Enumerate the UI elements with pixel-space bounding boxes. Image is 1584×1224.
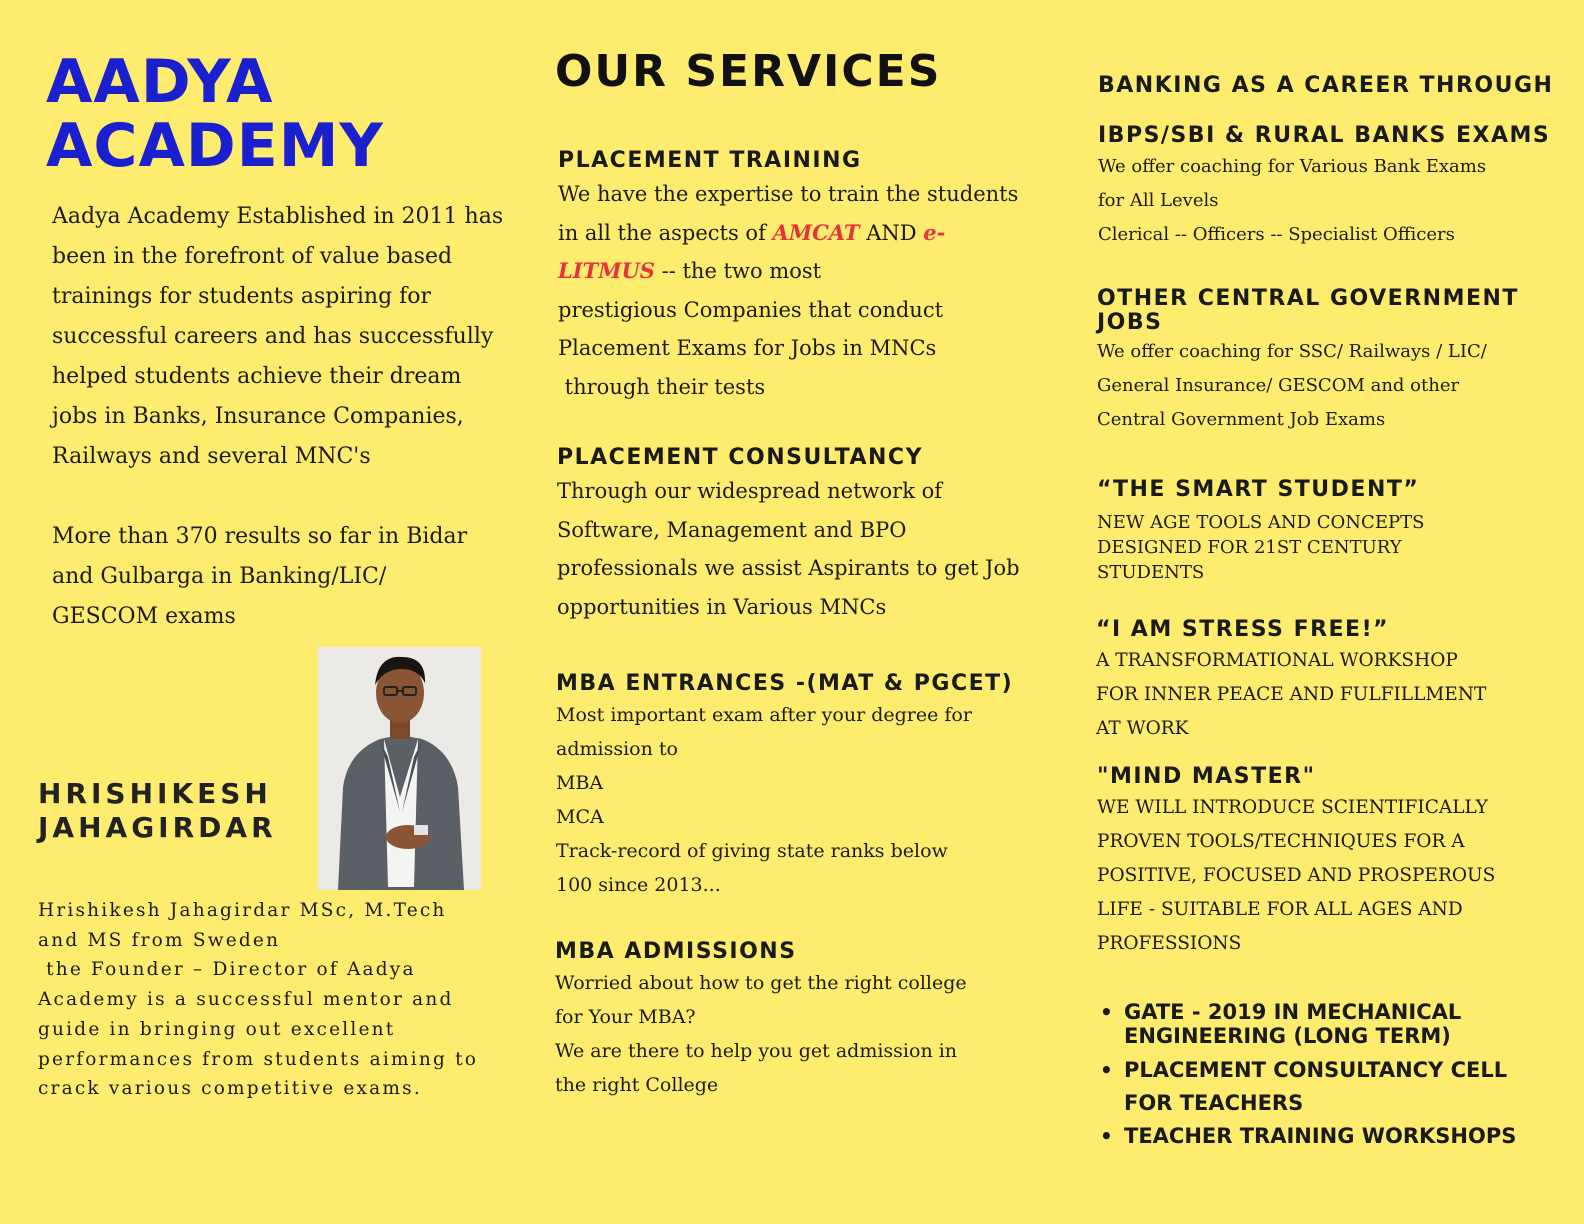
mba-admissions-section <box>555 938 1025 1102</box>
mba-admissions-heading: MBA ADMISSIONS <box>555 939 797 964</box>
about-paragraph <box>52 197 512 477</box>
mind-master-line: POSITIVE, FOCUSED AND PROSPEROUS <box>1097 865 1496 886</box>
founder-name <box>38 777 277 845</box>
about-line: Railways and several MNC's <box>52 444 371 469</box>
academy-title-line1: AADYA <box>46 47 274 117</box>
stress-free-line: AT WORK <box>1096 718 1189 739</box>
smart-student-line: NEW AGE TOOLS AND CONCEPTS <box>1097 512 1425 533</box>
mind-master-text <box>1097 791 1557 961</box>
founder-bio-line: guide in bringing out excellent <box>38 1018 396 1040</box>
about-line: helped students achieve their dream <box>52 364 462 389</box>
founder-bio-line: Hrishikesh Jahagirdar MSc, M.Tech <box>38 900 447 921</box>
stress-free-heading: “I AM STRESS FREE!” <box>1096 617 1390 642</box>
pc-line: Software, Management and BPO <box>557 517 907 542</box>
mba-admission-line: We are there to help you get admission in <box>555 1040 958 1062</box>
placement-consultancy-text <box>557 472 1027 626</box>
central-govt-line: We offer coaching for SSC/ Railways / LIC/ <box>1097 341 1487 362</box>
pt-line <box>558 252 1028 291</box>
mba-entrance-line: MBA <box>556 772 604 794</box>
about-line: been in the forefront of value based <box>52 244 453 269</box>
about-line: jobs in Banks, Insurance Companies, <box>52 404 464 429</box>
mba-entrance-line: Most important exam after your degree for <box>556 704 972 726</box>
smart-student-line: STUDENTS <box>1097 562 1205 583</box>
stress-free-line: A TRANSFORMATIONAL WORKSHOP <box>1096 650 1458 671</box>
central-govt-text <box>1097 335 1557 437</box>
results-line: and Gulbarga in Banking/LIC/ <box>52 564 387 589</box>
mba-admission-line: for Your MBA? <box>555 1006 696 1028</box>
founder-bio <box>38 896 508 1104</box>
stress-free-line: FOR INNER PEACE AND FULFILLMENT <box>1096 684 1487 705</box>
central-govt-line: Central Government Job Exams <box>1097 409 1386 430</box>
pt-line-pre: in all the aspects of <box>558 220 773 245</box>
mind-master-line: PROVEN TOOLS/TECHNIQUES FOR A <box>1097 831 1465 852</box>
placement-training-text <box>558 175 1028 407</box>
mba-entrances-heading: MBA ENTRANCES -(MAT & PGCET) <box>556 671 1014 696</box>
founder-photo-figure <box>318 647 481 890</box>
pt-line: through their tests <box>558 374 766 399</box>
smart-student-heading: “THE SMART STUDENT” <box>1097 477 1420 502</box>
mind-master-heading: "MIND MASTER" <box>1097 764 1316 789</box>
placement-training-heading: PLACEMENT TRAINING <box>558 148 862 173</box>
elitmus-highlight-part1: e- <box>923 219 946 245</box>
pt-line: prestigious Companies that conduct <box>558 297 944 322</box>
results-line: GESCOM exams <box>52 604 236 629</box>
results-line: More than 370 results so far in Bidar <box>52 524 468 549</box>
smart-student-section <box>1097 476 1557 585</box>
programs-bullet-list <box>1098 1000 1558 1153</box>
about-line: successful careers and has successfully <box>52 324 494 349</box>
bullet-item: • GATE - 2019 IN MECHANICAL ENGINEERING (LONG TERM) <box>1098 1000 1558 1048</box>
mba-entrance-line: admission to <box>556 738 678 760</box>
stress-free-section <box>1096 616 1556 746</box>
results-paragraph <box>52 517 492 637</box>
mind-master-line: LIFE - SUITABLE FOR ALL AGES AND <box>1097 899 1463 920</box>
founder-bio-line: and MS from Sweden <box>38 929 281 951</box>
founder-name-line2: JAHAGIRDAR <box>38 811 277 844</box>
stress-free-text <box>1096 644 1556 746</box>
founder-photo <box>318 647 481 890</box>
central-govt-heading-1: OTHER CENTRAL GOVERNMENT <box>1097 286 1519 311</box>
pt-line-rest: -- the two most <box>654 259 822 284</box>
pc-line: Through our widespread network of <box>557 479 943 503</box>
bullet-item: • TEACHER TRAINING WORKSHOPS <box>1098 1120 1558 1153</box>
pc-line: professionals we assist Aspirants to get Job <box>557 556 1020 581</box>
founder-bio-line: performances from students aiming to <box>38 1048 479 1070</box>
placement-consultancy-section <box>557 444 1027 626</box>
about-line: trainings for students aspiring for <box>52 284 432 309</box>
bullet-item: • PLACEMENT CONSULTANCY CELL FOR TEACHERS <box>1098 1054 1558 1120</box>
mba-entrance-line: Track-record of giving state ranks below <box>556 840 948 862</box>
banking-line: Clerical -- Officers -- Specialist Officers <box>1098 224 1455 245</box>
mba-entrance-line: 100 since 2013... <box>556 874 721 896</box>
mba-admission-line: Worried about how to get the right college <box>555 972 967 994</box>
banking-section <box>1098 72 1558 252</box>
academy-title <box>46 47 384 181</box>
pt-line <box>558 214 1028 253</box>
pc-line: opportunities in Various MNCs <box>557 594 887 619</box>
central-govt-line: General Insurance/ GESCOM and other <box>1097 375 1460 396</box>
pt-line-mid: AND <box>859 220 924 245</box>
placement-training-section <box>558 147 1028 407</box>
mba-admissions-text <box>555 966 1025 1102</box>
academy-title-line2: ACADEMY <box>46 111 384 181</box>
central-govt-heading-2: JOBS <box>1097 310 1163 335</box>
about-line: Aadya Academy Established in 2011 has <box>52 204 504 229</box>
services-title: OUR SERVICES <box>555 46 942 97</box>
amcat-highlight: AMCAT <box>772 219 860 245</box>
founder-bio-line: the Founder – Director of Aadya <box>38 959 416 981</box>
smart-student-line: DESIGNED FOR 21ST CENTURY <box>1097 537 1402 558</box>
mind-master-section <box>1097 763 1557 961</box>
smart-student-text <box>1097 510 1557 585</box>
mba-admission-line: the right College <box>555 1074 719 1096</box>
placement-consultancy-heading: PLACEMENT CONSULTANCY <box>557 445 924 470</box>
pt-line: Placement Exams for Jobs in MNCs <box>558 336 937 361</box>
founder-bio-line: Academy is a successful mentor and <box>38 989 454 1011</box>
elitmus-highlight-part2: LITMUS <box>558 258 655 284</box>
mind-master-line: WE WILL INTRODUCE SCIENTIFICALLY <box>1097 797 1488 818</box>
mba-entrances-section <box>556 670 1026 902</box>
mba-entrance-line: MCA <box>556 806 604 828</box>
pt-line: We have the expertise to train the students <box>558 182 1019 206</box>
founder-bio-line: crack various competitive exams. <box>38 1078 422 1100</box>
banking-heading-2: IBPS/SBI & RURAL BANKS EXAMS <box>1098 123 1551 148</box>
banking-heading-1: BANKING AS A CAREER THROUGH <box>1098 73 1554 98</box>
founder-name-line1: HRISHIKESH <box>38 777 272 810</box>
banking-text <box>1098 150 1558 252</box>
central-govt-section <box>1097 287 1557 437</box>
banking-line: We offer coaching for Various Bank Exams <box>1098 156 1487 177</box>
banking-line: for All Levels <box>1098 190 1219 211</box>
mind-master-line: PROFESSIONS <box>1097 933 1242 954</box>
mba-entrances-text <box>556 698 1026 902</box>
